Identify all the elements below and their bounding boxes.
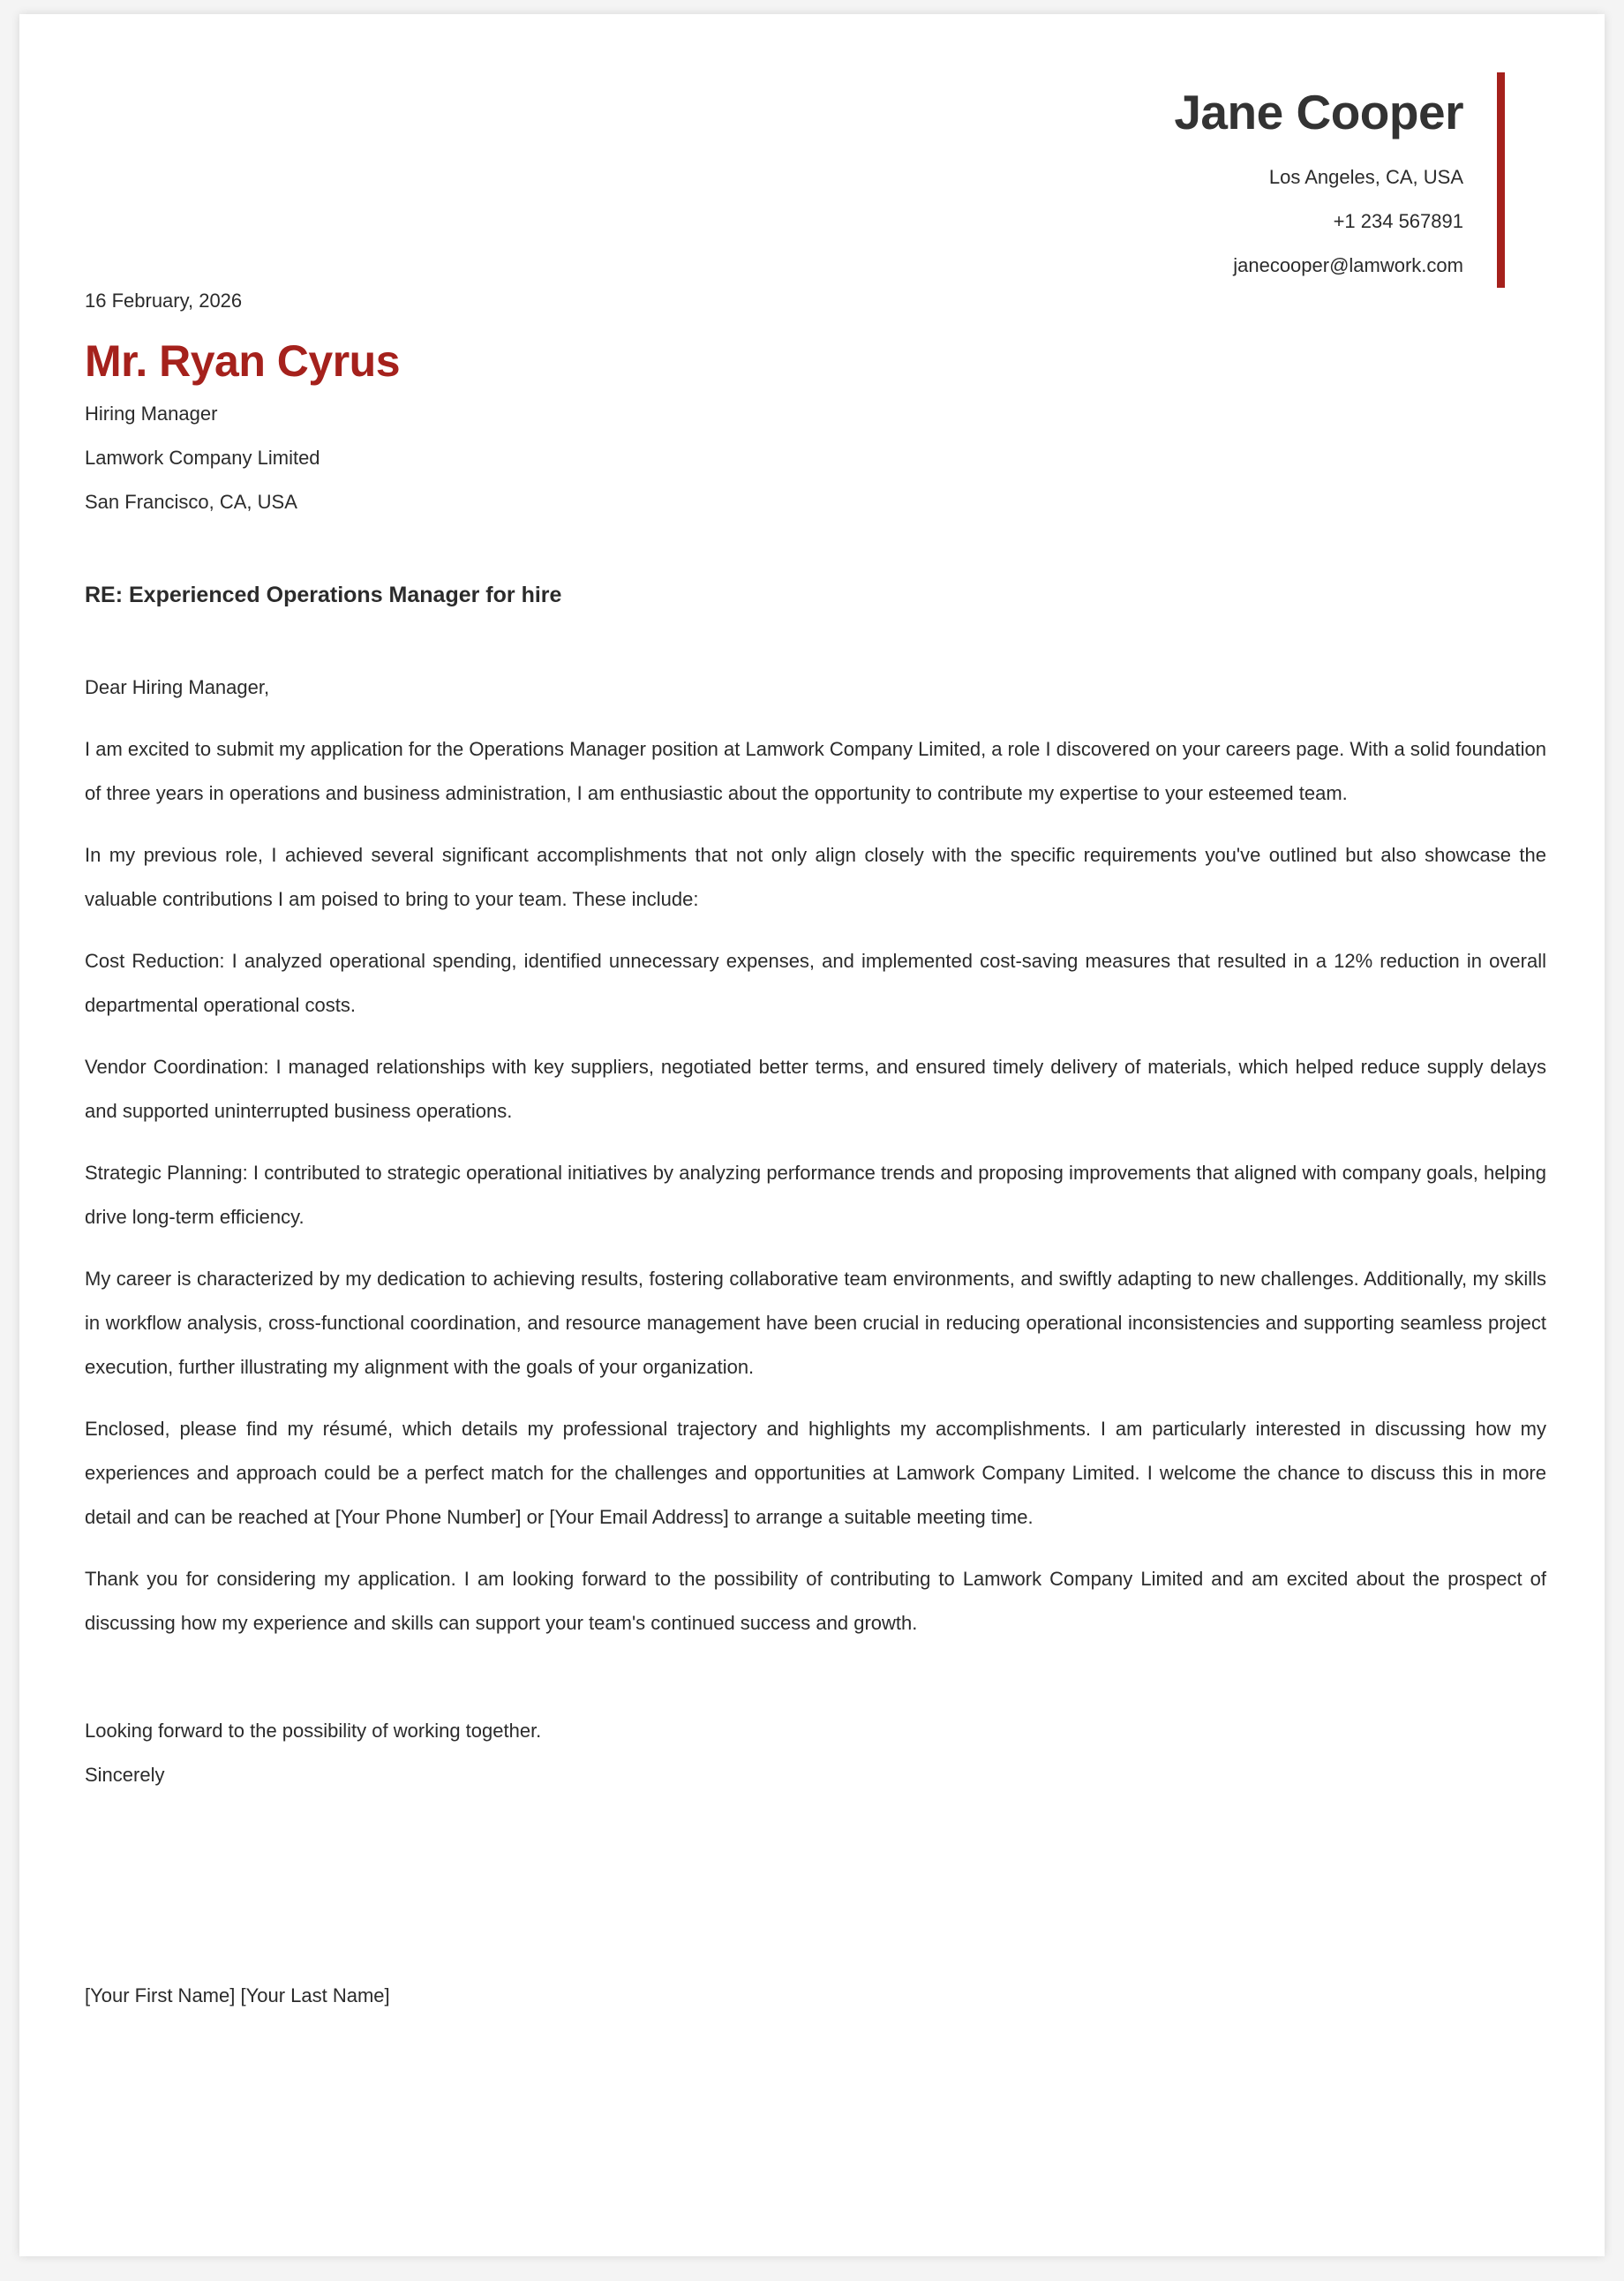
salutation: Dear Hiring Manager,: [85, 676, 270, 698]
sender-block: [669, 72, 1505, 288]
body-paragraph: Strategic Planning: I contributed to strategic operational initiatives by analyzing performance trends and proposing improvements that aligned with company goals, helping drive long-term efficiency.: [85, 1162, 1546, 1228]
recipient-company: Lamwork Company Limited: [85, 447, 320, 469]
sender-location: Los Angeles, CA, USA: [1268, 166, 1463, 188]
closing-signoff: Sincerely: [85, 1764, 165, 1786]
letter-date: 16 February, 2026: [85, 290, 243, 312]
closing-block: [85, 1709, 1546, 1797]
sender-email: janecooper@lamwork.com: [1233, 254, 1463, 276]
body-paragraph: I am excited to submit my application for the Operations Manager position at Lamwork Company Limited, a role I discovered on your careers page. With a solid foundation of three years in operations and business administration, I am enthusiastic about the opportunity to contribute my expertise to your esteemed team.: [85, 738, 1546, 804]
letter-content: [85, 279, 1546, 2018]
body-paragraph: Thank you for considering my application. I am looking forward to the possibility of contributing to Lamwork Company Limited and am excited about the prospect of discussing how my experience and skills can support your team's continued success and growth.: [85, 1568, 1546, 1634]
sender-name: Jane Cooper: [1174, 85, 1463, 139]
recipient-title: Hiring Manager: [85, 403, 218, 425]
sender-phone: +1 234 567891: [1333, 210, 1463, 232]
body-paragraph: My career is characterized by my dedication to achieving results, fostering collaborative team environments, and swiftly adapting to new challenges. Additionally, my skills in workflow analysis, cross-functional coordination, and resource management have been crucial in reducing operational inconsistencies and supporting seamless project execution, further illustrating my alignment with the goals of your organization.: [85, 1268, 1546, 1378]
closing-line: Looking forward to the possibility of working together.: [85, 1720, 542, 1742]
recipient-name: Mr. Ryan Cyrus: [85, 336, 401, 386]
body-paragraph: Cost Reduction: I analyzed operational spending, identified unnecessary expenses, and implemented cost-saving measures that resulted in a 12% reduction in overall departmental operational costs.: [85, 950, 1546, 1016]
body-paragraph: In my previous role, I achieved several significant accomplishments that not only align closely with the specific requirements you've outlined but also showcase the valuable contributions I am poised to bring to your team. These include:: [85, 844, 1546, 910]
body-paragraph: Vendor Coordination: I managed relationships with key suppliers, negotiated better terms, and ensured timely delivery of materials, which helped reduce supply delays and supported uninterrupted business operations.: [85, 1056, 1546, 1122]
letter-page: [19, 14, 1605, 2256]
body-paragraph: Enclosed, please find my résumé, which details my professional trajectory and highlights my accomplishments. I am particularly interested in discussing how my experiences and approach could be a perfect match for the challenges and opportunities at Lamwork Company Limited. I welcome the chance to discuss this in more detail and can be reached at [Your Phone Number] or [Your Email Address] to arrange a suitable meeting time.: [85, 1418, 1546, 1528]
recipient-location: San Francisco, CA, USA: [85, 491, 297, 513]
signature-name: [Your First Name] [Your Last Name]: [85, 1984, 390, 2006]
letter-subject: RE: Experienced Operations Manager for hire: [85, 583, 562, 607]
